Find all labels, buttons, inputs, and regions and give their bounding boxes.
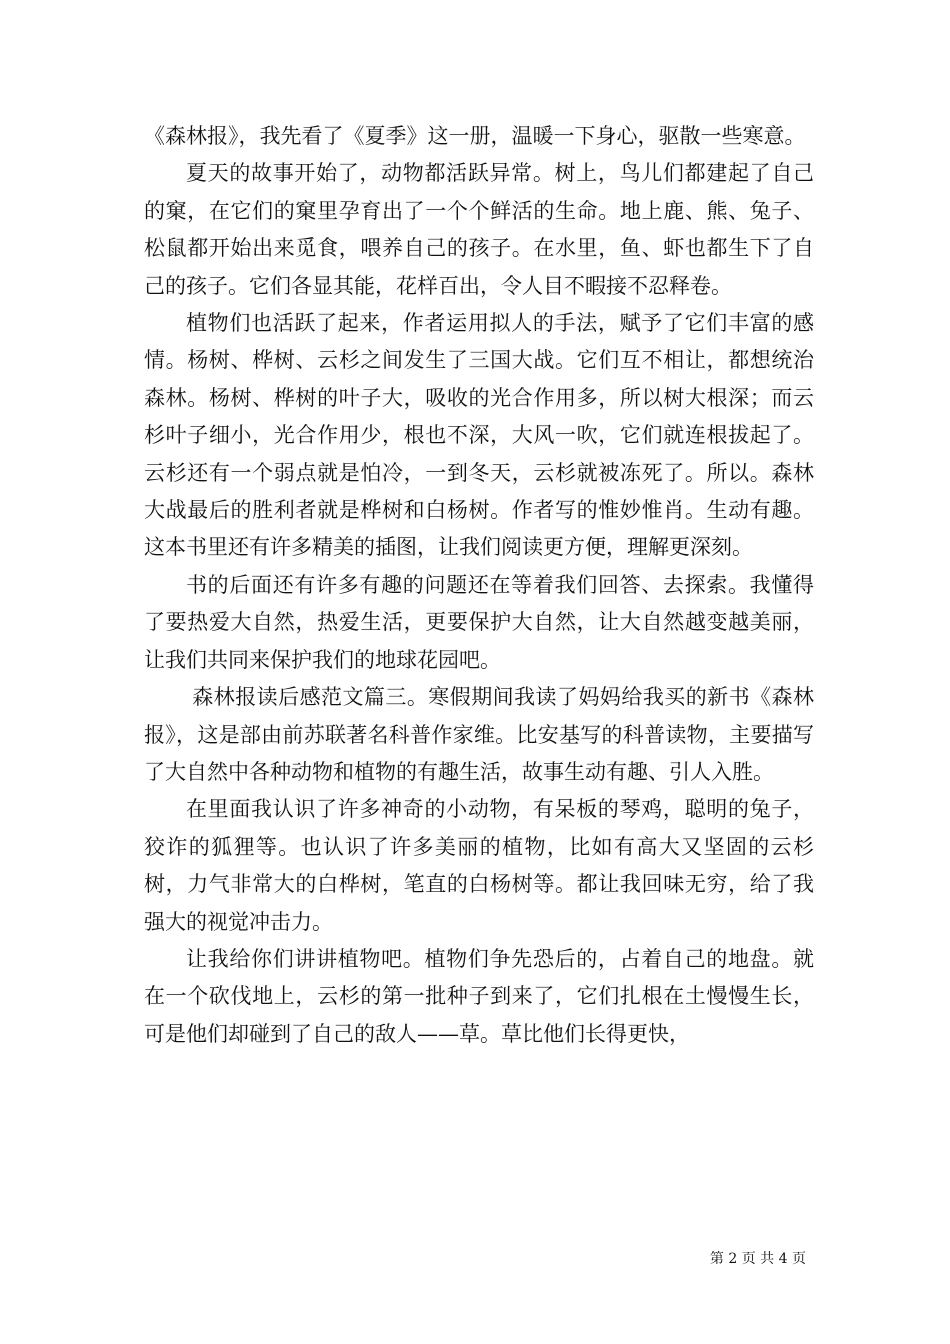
paragraph-4: 书的后面还有许多有趣的问题还在等着我们回答、去探索。我懂得了要热爱大自然，热爱生活，更要保护大自然，让大自然越变越美丽，让我们共同来保护我们的地球花园吧。 <box>144 572 814 672</box>
paragraph-2: 夏天的故事开始了，动物都活跃异常。树上，鸟儿们都建起了自己的窠，在它们的窠里孕育出了一个个鲜活的生命。地上鹿、熊、兔子、松鼠都开始出来觅食，喂养自己的孩子。在水里，鱼、虾也都生下了自己的孩子。它们各显其能，花样百出，令人目不暇接不忍释卷。 <box>144 161 814 298</box>
document-body <box>144 118 814 1053</box>
paragraph-3: 植物们也活跃了起来，作者运用拟人的手法，赋予了它们丰富的感情。杨树、桦树、云杉之间发生了三国大战。它们互不相让，都想统治森林。杨树、桦树的叶子大，吸收的光合作用多，所以树大根深；而云杉叶子细小，光合作用少，根也不深，大风一吹，它们就连根拔起了。云杉还有一个弱点就是怕冷，一到冬天，云杉就被冻死了。所以。森林大战最后的胜利者就是桦树和白杨树。作者写的惟妙惟肖。生动有趣。这本书里还有许多精美的插图，让我们阅读更方便，理解更深刻。 <box>144 311 814 560</box>
paragraph-1: 《森林报》，我先看了《夏季》这一册，温暖一下身心，驱散一些寒意。 <box>144 124 806 148</box>
paragraph-7: 让我给你们讲讲植物吧。植物们争先恐后的，占着自己的地盘。就在一个砍伐地上，云杉的第一批种子到来了，它们扎根在土慢慢生长，可是他们却碰到了自己的敌人——草。草比他们长得更快， <box>144 946 814 1046</box>
paragraph-6: 在里面我认识了许多神奇的小动物，有呆板的琴鸡，聪明的兔子，狡诈的狐狸等。也认识了许多美丽的植物，比如有高大又坚固的云杉树，力气非常大的白桦树，笔直的白杨树等。都让我回味无穷，给了我强大的视觉冲击力。 <box>144 797 814 934</box>
page-footer: 第 2 页 共 4 页 <box>709 1251 806 1267</box>
paragraph-5: 森林报读后感范文篇三。寒假期间我读了妈妈给我买的新书《森林报》，这是部由前苏联著名科普作家维。比安基写的科普读物，主要描写了大自然中各种动物和植物的有趣生活，故事生动有趣、引人入胜。 <box>144 685 814 784</box>
